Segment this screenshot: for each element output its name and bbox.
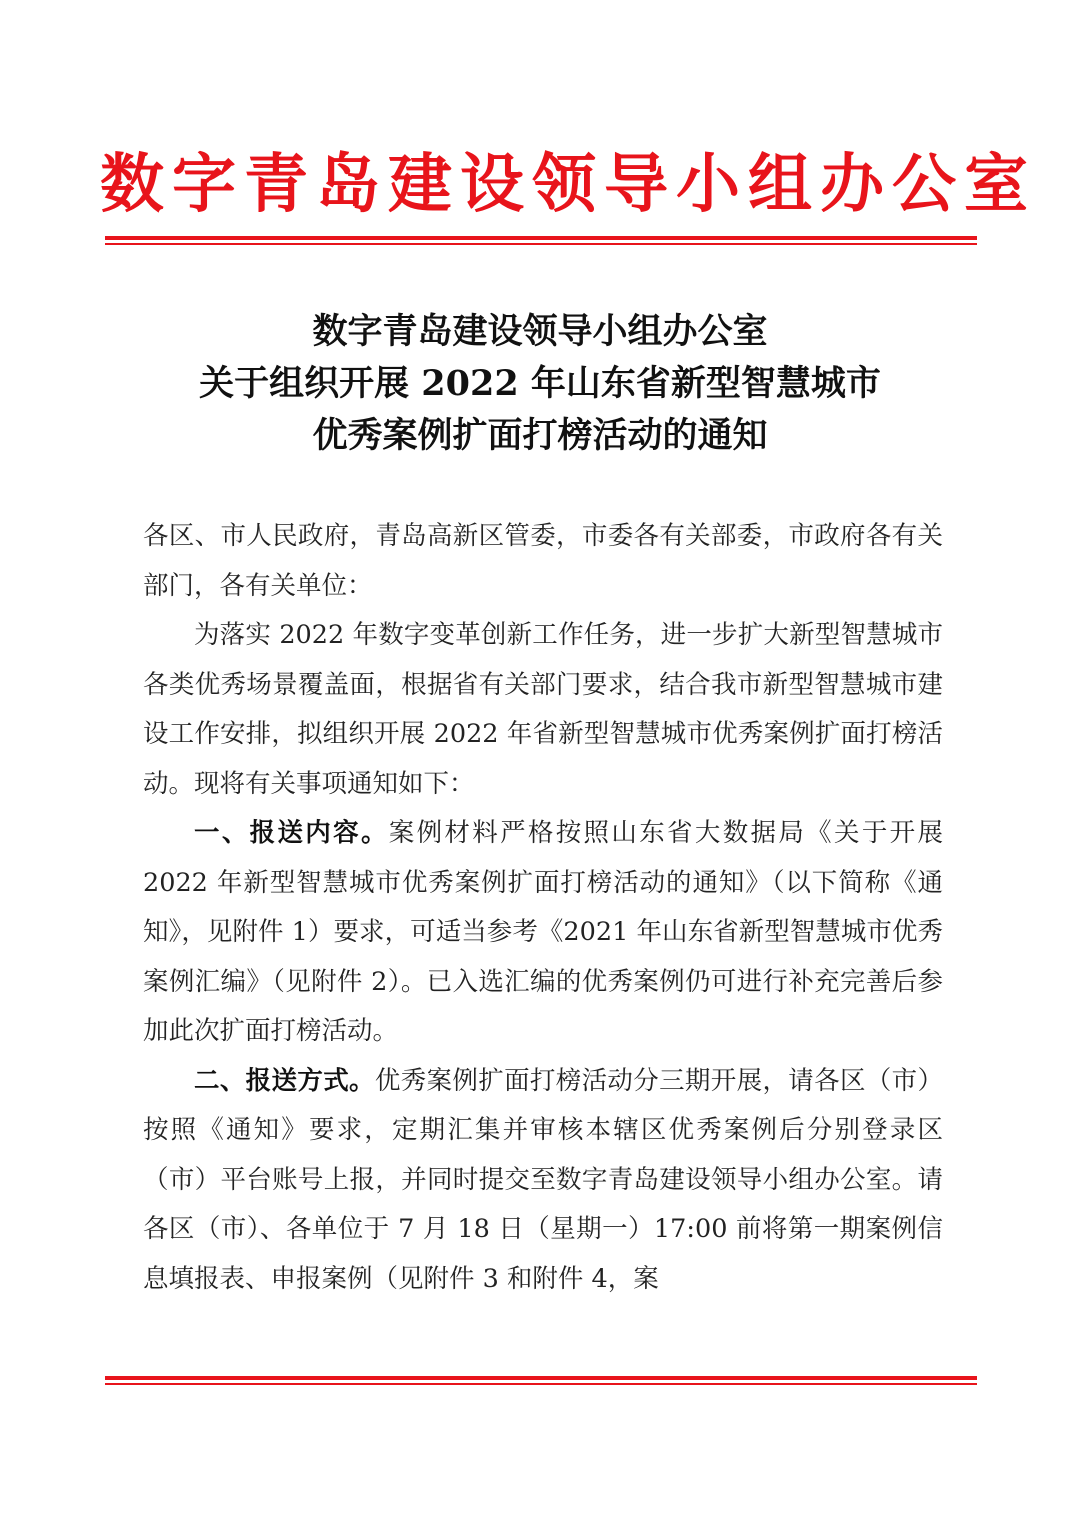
section-2-heading: 二、报送方式。 xyxy=(194,1065,375,1096)
letterhead-rule-bottom xyxy=(105,243,977,245)
letterhead-rule-top xyxy=(105,236,977,240)
footer-rule-top xyxy=(105,1376,977,1380)
footer-rule-bottom xyxy=(105,1383,977,1385)
section-2-paragraph xyxy=(143,1057,943,1305)
section-2-text: 优秀案例扩面打榜活动分三期开展，请各区（市）按照《通知》要求，定期汇集并审核本辖区优秀案例后分别登录区（市）平台账号上报，并同时提交至数字青岛建设领导小组办公室。请各区（市）、各单位于 7 月 18 日（星期一）17:00 前将第一期案例信息填报表、申报案例（见附件 3 和附件 4，案 xyxy=(143,1065,943,1294)
title-line-3: 优秀案例扩面打榜活动的通知 xyxy=(312,415,768,456)
section-1-paragraph xyxy=(143,809,943,1057)
section-1-text: 案例材料严格按照山东省大数据局《关于开展 2022 年新型智慧城市优秀案例扩面打榜活动的通知》（以下简称《通知》，见附件 1）要求，可适当参考《2021 年山东省新型智慧城市优秀案例汇编》（见附件 2）。已入选汇编的优秀案例仍可进行补充完善后参加此次扩面打榜活动。 xyxy=(143,818,943,1046)
letterhead-org-name: 数字青岛建设领导小组办公室 xyxy=(100,148,1036,222)
title-line-2: 关于组织开展 2022 年山东省新型智慧城市 xyxy=(199,363,881,404)
title-line-1: 数字青岛建设领导小组办公室 xyxy=(312,311,768,352)
intro-paragraph: 为落实 2022 年数字变革创新工作任务，进一步扩大新型智慧城市各类优秀场景覆盖面，根据省有关部门要求，结合我市新型智慧城市建设工作安排，拟组织开展 2022 年省新型智慧城市优秀案例扩面打榜活动。现将有关事项通知如下： xyxy=(143,620,943,799)
section-1-heading: 一、报送内容。 xyxy=(194,818,389,848)
document-body xyxy=(143,512,943,1304)
document-title xyxy=(100,306,980,462)
salutation: 各区、市人民政府，青岛高新区管委，市委各有关部委，市政府各有关部门，各有关单位： xyxy=(143,521,943,601)
